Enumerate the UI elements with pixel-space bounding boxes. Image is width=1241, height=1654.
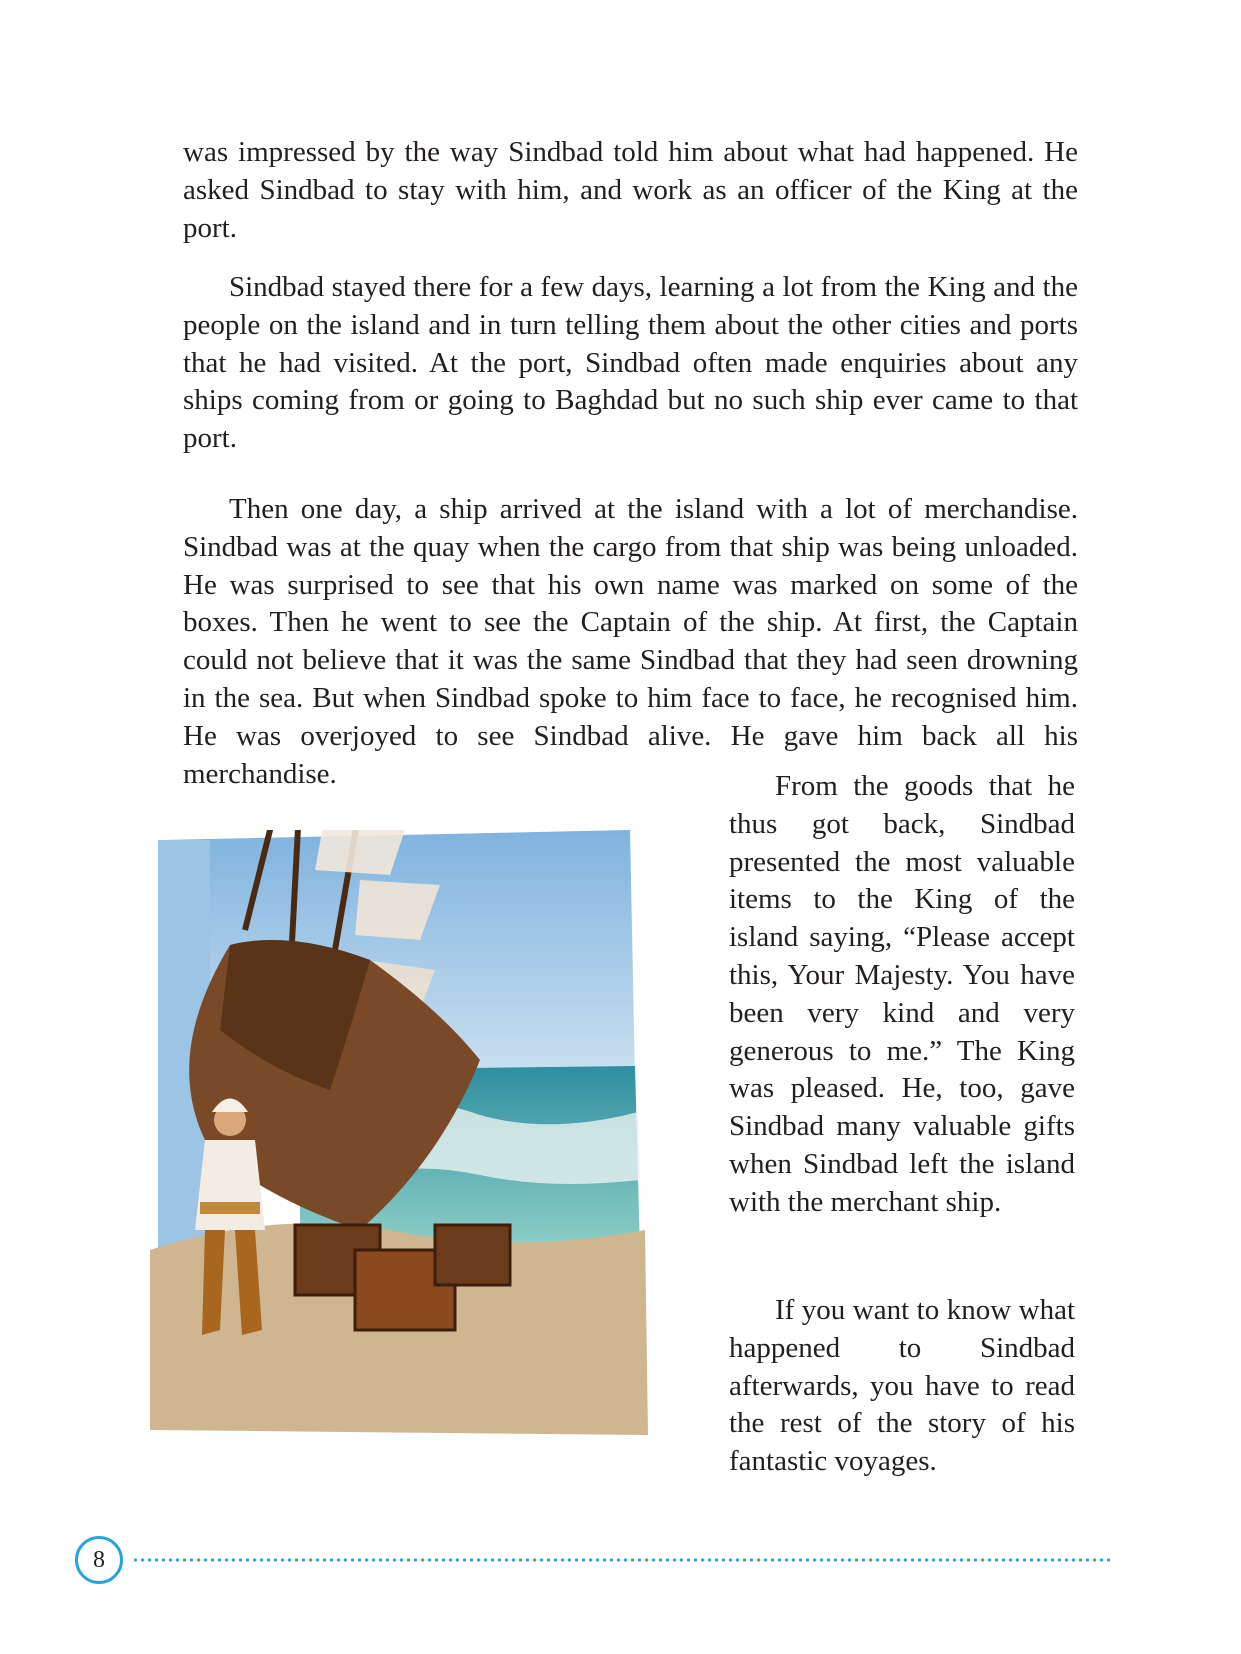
sindbad-ship-illustration [150, 830, 700, 1470]
page-number-badge [75, 1536, 123, 1584]
paragraph-1: was impressed by the way Sindbad told him about what had happened. He asked Sindbad to stay with him, and work as an officer of the King at the port. [183, 136, 1078, 244]
paragraph-5: If you want to know what happened to Sindbad afterwards, you have to read the rest of the story of his fantastic voyages. [729, 1294, 1075, 1478]
sindbad-belt [200, 1202, 260, 1214]
chest-3 [435, 1225, 510, 1285]
paragraph-3: Then one day, a ship arrived at the island with a lot of merchandise. Sindbad was at the quay when the cargo from that ship was being unloaded. He was surprised to see that his own name was marked on some of the boxes. Then he went to see the Captain of the ship. At first, the Captain could not believe that it was the same Sindbad that they had seen drowning in the sea. But when Sindbad spoke to him face to face, he recognised him. He was overjoyed to see Sindbad alive. He gave him back all his merchandise. [183, 493, 1078, 790]
footer-dotted-line [132, 1558, 1112, 1562]
sindbad-shirt [195, 1140, 265, 1230]
illustration-art [150, 830, 700, 1470]
paragraph-2: Sindbad stayed there for a few days, learning a lot from the King and the people on the island and in turn telling them about the other cities and ports that he had visited. At the port, Sindbad often made enquiries about any ships coming from or going to Baghdad but no such ship ever came to that port. [183, 271, 1078, 455]
paragraph-4: From the goods that he thus got back, Sindbad presented the most valuable items to the King of the island saying, “Please accept this, Your Majesty. You have been very kind and very generous to me.” The King was pleased. He, too, gave Sindbad many valuable gifts when Sindbad left the island with the merchant ship. [729, 770, 1075, 1218]
page-number: 8 [93, 1546, 105, 1573]
